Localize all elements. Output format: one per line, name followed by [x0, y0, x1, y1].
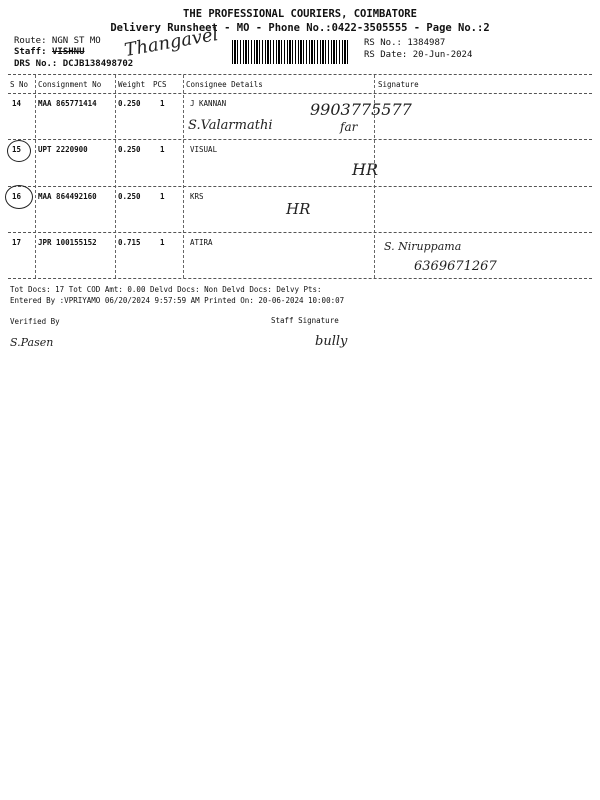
handwritten-phone: 6369671267 — [414, 259, 497, 274]
table-top-rule — [8, 74, 592, 75]
row-weight: 0.715 — [118, 238, 141, 247]
company-name: THE PROFESSIONAL COURIERS, COIMBATORE — [183, 8, 417, 20]
row-pcs: 1 — [160, 238, 165, 247]
rs-date: RS Date: 20-Jun-2024 — [364, 50, 473, 60]
row-consignee: ATIRA — [190, 238, 213, 247]
row-consignment: JPR 100155152 — [38, 238, 97, 247]
row-consignee: J KANNAN — [190, 99, 227, 108]
handwritten-staff-name: Thangavel — [122, 23, 220, 62]
handwritten-signature: HR — [286, 200, 311, 218]
handwritten-receiver: S. Niruppama — [384, 240, 462, 253]
row-pcs: 1 — [160, 192, 165, 201]
row-sno: 16 — [12, 192, 22, 201]
table-bottom-rule — [8, 278, 592, 279]
row-pcs: 1 — [160, 145, 165, 154]
staff-label: Staff: — [14, 47, 47, 57]
row-divider — [8, 139, 592, 140]
col-header-pcs: PCS — [153, 80, 167, 89]
header-bottom-rule — [8, 93, 592, 94]
rs-number: RS No.: 1384987 — [364, 38, 446, 48]
col-separator — [183, 75, 184, 278]
col-header-weight: Weight — [118, 80, 146, 89]
row-sno: 15 — [12, 145, 22, 154]
col-header-consignee: Consignee Details — [186, 80, 263, 89]
handwritten-phone: 9903775577 — [310, 100, 412, 119]
row-pcs: 1 — [160, 99, 165, 108]
totals-line: Tot Docs: 17 Tot COD Amt: 0.00 Delvd Docs: Non Delvd Docs: Delvy Pts: — [10, 285, 322, 294]
verified-by-signature: S.Pasen — [10, 336, 54, 349]
entered-by-line: Entered By :VPRIYAMO 06/20/2024 9:57:59 AM Printed On: 20-06-2024 10:00:07 — [10, 296, 345, 305]
row-divider — [8, 232, 592, 233]
col-header-sno: S No — [10, 80, 29, 89]
row-consignee: VISUAL — [190, 145, 218, 154]
row-consignment: MAA 865771414 — [38, 99, 97, 108]
handwritten-note: far — [340, 120, 358, 134]
drs-number: DRS No.: DCJB138498702 — [14, 59, 134, 69]
handwritten-signature: HR — [352, 160, 378, 179]
route-text: Route: NGN ST MO — [14, 36, 101, 46]
col-separator — [35, 75, 36, 278]
row-sno: 14 — [12, 99, 22, 108]
row-consignment: UPT 2220900 — [38, 145, 88, 154]
row-consignment: MAA 864492160 — [38, 192, 97, 201]
row-weight: 0.250 — [118, 192, 141, 201]
row-consignee: KRS — [190, 192, 204, 201]
row-sno: 17 — [12, 238, 22, 247]
col-separator — [115, 75, 116, 278]
staff-signature-label: Staff Signature — [271, 316, 339, 325]
barcode-image — [232, 40, 350, 64]
row-weight: 0.250 — [118, 99, 141, 108]
staff-value: VISHNU — [52, 47, 85, 57]
col-header-consignment: Consignment No — [38, 80, 102, 89]
verified-by-label: Verified By — [10, 317, 60, 326]
runsheet-title: Delivery Runsheet - MO - Phone No.:0422-3505555 - Page No.:2 — [110, 22, 490, 34]
row-weight: 0.250 — [118, 145, 141, 154]
staff-signature: bully — [315, 334, 348, 349]
row-divider — [8, 186, 592, 187]
col-header-signature: Signature — [378, 80, 419, 89]
handwritten-receiver: S.Valarmathi — [188, 118, 273, 133]
